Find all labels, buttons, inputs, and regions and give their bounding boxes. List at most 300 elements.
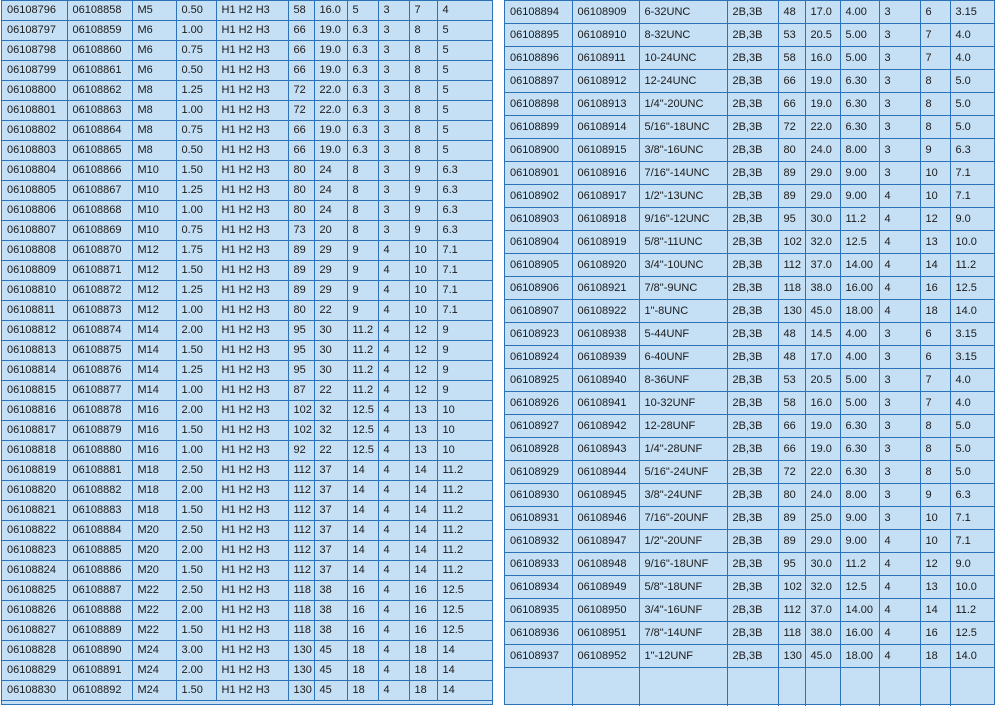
table-cell: 06108890 — [67, 641, 132, 661]
table-cell: 89 — [778, 162, 805, 185]
table-cell: H1 H2 H3 — [216, 481, 288, 501]
table-cell: 10-24UNC — [639, 47, 727, 70]
table-cell: 5.0 — [950, 70, 994, 93]
table-cell: 14 — [409, 501, 437, 521]
table-cell: 19.0 — [805, 70, 840, 93]
table-row — [2, 421, 492, 441]
table-cell: 32.0 — [805, 576, 840, 599]
table-cell: H1 H2 H3 — [216, 541, 288, 561]
table-cell: 3 — [378, 1, 409, 21]
table-cell: 10.0 — [950, 231, 994, 254]
table-cell: 8 — [409, 121, 437, 141]
table-cell: 14.00 — [840, 599, 879, 622]
table-cell: 8 — [920, 70, 950, 93]
table-cell: 11.2 — [840, 553, 879, 576]
table-cell: 06108804 — [2, 161, 67, 181]
table-row — [505, 461, 994, 484]
table-cell: 12.5 — [950, 277, 994, 300]
table-cell: 1.00 — [176, 301, 216, 321]
table-cell: 8 — [409, 21, 437, 41]
table-cell: 9.00 — [840, 185, 879, 208]
table-cell: M20 — [132, 561, 176, 581]
table-cell: 4 — [378, 321, 409, 341]
table-cell: 06108815 — [2, 381, 67, 401]
table-cell: 1.50 — [176, 501, 216, 521]
table-cell: 13 — [409, 421, 437, 441]
table-cell: 14.0 — [950, 645, 994, 668]
table-cell: M16 — [132, 421, 176, 441]
table-cell: M10 — [132, 181, 176, 201]
table-cell: 06108874 — [67, 321, 132, 341]
table-cell: 7 — [920, 24, 950, 47]
table-cell: 118 — [288, 581, 314, 601]
table-cell: 2B,3B — [727, 231, 778, 254]
table-cell: 7 — [920, 392, 950, 415]
table-cell: 3.15 — [950, 1, 994, 24]
table-row — [505, 231, 994, 254]
table-row — [2, 461, 492, 481]
table-cell: 22 — [314, 381, 347, 401]
table-cell: 58 — [288, 1, 314, 21]
table-row — [2, 61, 492, 81]
table-cell: 37 — [314, 481, 347, 501]
table-cell: M18 — [132, 461, 176, 481]
table-cell: 7.1 — [950, 185, 994, 208]
table-cell: H1 H2 H3 — [216, 161, 288, 181]
table-cell: M12 — [132, 301, 176, 321]
table-cell: 32 — [314, 401, 347, 421]
table-cell: 8 — [920, 438, 950, 461]
table-row — [2, 381, 492, 401]
empty-cell — [505, 668, 572, 706]
table-row — [505, 162, 994, 185]
table-cell: 4 — [378, 521, 409, 541]
table-cell: 118 — [288, 601, 314, 621]
table-cell: 3 — [879, 415, 920, 438]
table-cell: 5 — [437, 81, 492, 101]
table-cell: 29 — [314, 241, 347, 261]
table-cell: 2.00 — [176, 401, 216, 421]
table-row — [2, 41, 492, 61]
table-cell: 0.50 — [176, 141, 216, 161]
table-cell: 45.0 — [805, 645, 840, 668]
table-cell: 1.25 — [176, 81, 216, 101]
table-cell: 29.0 — [805, 185, 840, 208]
table-cell: 12.5 — [840, 231, 879, 254]
table-cell: 2B,3B — [727, 277, 778, 300]
table-cell: 12-28UNF — [639, 415, 727, 438]
table-cell: 06108858 — [67, 1, 132, 21]
table-cell: 9 — [409, 181, 437, 201]
table-cell: 3 — [879, 346, 920, 369]
table-cell: 38 — [314, 601, 347, 621]
table-cell: 2.00 — [176, 481, 216, 501]
table-cell: 06108906 — [505, 277, 572, 300]
table-row — [505, 346, 994, 369]
table-cell: 3/8"-16UNC — [639, 139, 727, 162]
table-cell: 16 — [409, 581, 437, 601]
table-cell: M20 — [132, 541, 176, 561]
table-cell: 9 — [920, 139, 950, 162]
table-row — [505, 116, 994, 139]
table-cell: 3 — [378, 141, 409, 161]
table-row — [2, 201, 492, 221]
table-cell: 80 — [288, 161, 314, 181]
table-row — [505, 645, 994, 668]
table-cell: 38.0 — [805, 622, 840, 645]
table-cell: 10 — [920, 507, 950, 530]
table-cell: 2.00 — [176, 601, 216, 621]
empty-cell — [639, 668, 727, 706]
table-cell: 12.5 — [347, 401, 378, 421]
table-cell: 4 — [378, 421, 409, 441]
table-cell: 7.1 — [950, 530, 994, 553]
table-cell: 24.0 — [805, 484, 840, 507]
table-cell: 8 — [347, 181, 378, 201]
table-cell: M5 — [132, 1, 176, 21]
table-cell: 6.3 — [950, 484, 994, 507]
table-cell: 06108948 — [572, 553, 639, 576]
table-cell: 102 — [778, 231, 805, 254]
table-row — [2, 361, 492, 381]
unified-thread-table-body — [505, 1, 994, 706]
table-cell: 06108827 — [2, 621, 67, 641]
table-cell: 48 — [778, 323, 805, 346]
table-cell: 16 — [347, 601, 378, 621]
table-cell: 06108878 — [67, 401, 132, 421]
empty-cell — [727, 668, 778, 706]
table-row — [505, 24, 994, 47]
table-cell: 72 — [778, 461, 805, 484]
table-cell: 7/16"-20UNF — [639, 507, 727, 530]
table-cell: 118 — [778, 277, 805, 300]
table-cell: 3 — [879, 47, 920, 70]
unified-thread-table — [505, 1, 994, 706]
table-cell: 18.00 — [840, 300, 879, 323]
table-cell: 4.0 — [950, 369, 994, 392]
table-cell: 11.2 — [347, 361, 378, 381]
table-cell: 3 — [879, 507, 920, 530]
table-cell: 12 — [409, 321, 437, 341]
table-cell: 11.2 — [950, 599, 994, 622]
table-cell: 06108867 — [67, 181, 132, 201]
table-cell: 14 — [347, 521, 378, 541]
table-cell: 38 — [314, 581, 347, 601]
table-cell: 3 — [879, 461, 920, 484]
table-cell: 06108818 — [2, 441, 67, 461]
table-cell: M24 — [132, 681, 176, 701]
table-cell: 14 — [347, 561, 378, 581]
table-cell: 112 — [288, 521, 314, 541]
table-cell: 6.3 — [347, 141, 378, 161]
table-cell: 9.0 — [950, 553, 994, 576]
table-cell: 10 — [437, 401, 492, 421]
table-cell: 10 — [409, 301, 437, 321]
table-cell: 2B,3B — [727, 185, 778, 208]
table-cell: M18 — [132, 481, 176, 501]
table-cell: 19.0 — [314, 121, 347, 141]
table-cell: 37 — [314, 541, 347, 561]
table-cell: 89 — [288, 241, 314, 261]
table-cell: 06108887 — [67, 581, 132, 601]
table-cell: M22 — [132, 581, 176, 601]
table-cell: 24 — [314, 201, 347, 221]
table-cell: 24 — [314, 161, 347, 181]
table-cell: 06108800 — [2, 81, 67, 101]
table-cell: 22 — [314, 441, 347, 461]
table-cell: 12.5 — [437, 581, 492, 601]
table-cell: 73 — [288, 221, 314, 241]
table-cell: 06108917 — [572, 185, 639, 208]
table-cell: 9 — [347, 241, 378, 261]
table-cell: 4 — [378, 341, 409, 361]
table-cell: 3 — [879, 24, 920, 47]
table-cell: 9.00 — [840, 162, 879, 185]
table-cell: 5.0 — [950, 415, 994, 438]
table-cell: 06108881 — [67, 461, 132, 481]
table-row — [2, 121, 492, 141]
table-cell: 4 — [378, 281, 409, 301]
table-cell: 9 — [347, 301, 378, 321]
table-cell: H1 H2 H3 — [216, 101, 288, 121]
table-cell: 06108936 — [505, 622, 572, 645]
table-cell: 80 — [288, 201, 314, 221]
table-cell: H1 H2 H3 — [216, 381, 288, 401]
table-cell: 92 — [288, 441, 314, 461]
table-row — [505, 622, 994, 645]
table-cell: 4 — [378, 441, 409, 461]
table-cell: 37.0 — [805, 599, 840, 622]
table-cell: 10 — [409, 241, 437, 261]
table-cell: 14 — [347, 461, 378, 481]
table-cell: 112 — [288, 461, 314, 481]
table-cell: 95 — [288, 341, 314, 361]
table-cell: 4 — [879, 231, 920, 254]
table-cell: 3.15 — [950, 323, 994, 346]
table-cell: 06108941 — [572, 392, 639, 415]
table-row — [2, 541, 492, 561]
table-cell: 0.75 — [176, 41, 216, 61]
table-cell: H1 H2 H3 — [216, 561, 288, 581]
table-cell: 06108861 — [67, 61, 132, 81]
table-row — [2, 181, 492, 201]
table-cell: 38.0 — [805, 277, 840, 300]
table-cell: 9 — [347, 261, 378, 281]
table-cell: 8 — [347, 201, 378, 221]
table-row — [505, 300, 994, 323]
table-row — [505, 185, 994, 208]
table-cell: 66 — [288, 21, 314, 41]
table-row — [505, 553, 994, 576]
table-cell: 06108817 — [2, 421, 67, 441]
table-cell: 2B,3B — [727, 162, 778, 185]
table-cell: 1.00 — [176, 21, 216, 41]
table-cell: 5/16"-24UNF — [639, 461, 727, 484]
table-cell: 4 — [879, 300, 920, 323]
table-cell: 14 — [409, 521, 437, 541]
table-cell: 58 — [778, 392, 805, 415]
table-cell: 12.5 — [347, 421, 378, 441]
table-cell: 06108813 — [2, 341, 67, 361]
table-cell: 6.30 — [840, 93, 879, 116]
table-row — [505, 70, 994, 93]
empty-cell — [920, 668, 950, 706]
table-cell: 2B,3B — [727, 484, 778, 507]
table-cell: 06108891 — [67, 661, 132, 681]
table-cell: M12 — [132, 241, 176, 261]
table-cell: 4 — [879, 622, 920, 645]
table-cell: 7.1 — [437, 241, 492, 261]
table-cell: 14 — [437, 681, 492, 701]
table-cell: 20 — [314, 221, 347, 241]
table-cell: 6.30 — [840, 415, 879, 438]
table-cell: 6.3 — [437, 181, 492, 201]
table-row — [2, 581, 492, 601]
table-cell: 06108907 — [505, 300, 572, 323]
table-cell: 14 — [920, 599, 950, 622]
table-cell: 11.2 — [437, 461, 492, 481]
table-cell: 1.25 — [176, 361, 216, 381]
table-cell: 14 — [920, 254, 950, 277]
table-cell: 8 — [347, 161, 378, 181]
table-cell: 06108942 — [572, 415, 639, 438]
empty-cell — [840, 668, 879, 706]
table-cell: 2B,3B — [727, 346, 778, 369]
table-cell: 9 — [437, 361, 492, 381]
table-cell: 06108946 — [572, 507, 639, 530]
table-cell: 6 — [920, 1, 950, 24]
table-cell: 06108938 — [572, 323, 639, 346]
table-cell: 13 — [409, 441, 437, 461]
table-cell: 06108805 — [2, 181, 67, 201]
table-cell: 12.5 — [437, 601, 492, 621]
table-cell: 12 — [920, 208, 950, 231]
table-cell: 5.00 — [840, 392, 879, 415]
table-cell: 9 — [409, 161, 437, 181]
table-cell: 06108937 — [505, 645, 572, 668]
table-cell: 12.5 — [347, 441, 378, 461]
table-cell: 06108903 — [505, 208, 572, 231]
table-cell: 16 — [347, 581, 378, 601]
table-cell: 06108895 — [505, 24, 572, 47]
table-cell: 4 — [378, 581, 409, 601]
table-cell: 06108924 — [505, 346, 572, 369]
table-cell: 18 — [347, 681, 378, 701]
table-cell: 06108829 — [2, 661, 67, 681]
table-cell: 19.0 — [314, 21, 347, 41]
table-cell: 06108860 — [67, 41, 132, 61]
table-cell: 18 — [409, 641, 437, 661]
table-cell: 8-32UNC — [639, 24, 727, 47]
table-cell: 3.15 — [950, 346, 994, 369]
table-cell: 06108866 — [67, 161, 132, 181]
table-row — [2, 141, 492, 161]
table-cell: M10 — [132, 201, 176, 221]
table-cell: 14 — [409, 461, 437, 481]
table-cell: 2.00 — [176, 541, 216, 561]
table-row — [2, 481, 492, 501]
table-cell: 4.0 — [950, 392, 994, 415]
table-cell: 3 — [378, 81, 409, 101]
table-cell: 06108801 — [2, 101, 67, 121]
table-cell: H1 H2 H3 — [216, 261, 288, 281]
table-cell: 10 — [409, 281, 437, 301]
table-cell: 89 — [288, 261, 314, 281]
table-cell: 18 — [347, 661, 378, 681]
table-cell: 06108806 — [2, 201, 67, 221]
table-cell: 5 — [437, 61, 492, 81]
table-cell: H1 H2 H3 — [216, 621, 288, 641]
table-cell: 06108824 — [2, 561, 67, 581]
table-cell: 06108798 — [2, 41, 67, 61]
table-cell: 06108900 — [505, 139, 572, 162]
table-cell: 95 — [778, 553, 805, 576]
table-row — [2, 501, 492, 521]
table-cell: M22 — [132, 621, 176, 641]
table-cell: H1 H2 H3 — [216, 361, 288, 381]
table-cell: 8 — [920, 461, 950, 484]
table-cell: 30.0 — [805, 553, 840, 576]
table-cell: M24 — [132, 641, 176, 661]
table-cell: 10.0 — [950, 576, 994, 599]
table-cell: 2B,3B — [727, 599, 778, 622]
table-cell: 72 — [288, 81, 314, 101]
table-cell: 4 — [378, 241, 409, 261]
table-cell: 06108823 — [2, 541, 67, 561]
table-cell: 14 — [409, 561, 437, 581]
table-cell: 06108799 — [2, 61, 67, 81]
table-cell: 12 — [409, 381, 437, 401]
table-cell: 7 — [409, 1, 437, 21]
table-cell: 29.0 — [805, 530, 840, 553]
empty-cell — [572, 668, 639, 706]
table-cell: M22 — [132, 601, 176, 621]
table-cell: 4 — [879, 645, 920, 668]
table-cell: 16.0 — [314, 1, 347, 21]
table-cell: 06108808 — [2, 241, 67, 261]
table-cell: 95 — [288, 361, 314, 381]
table-cell: 06108809 — [2, 261, 67, 281]
table-cell: 16 — [409, 621, 437, 641]
table-cell: 4 — [879, 576, 920, 599]
table-cell: 66 — [778, 438, 805, 461]
table-cell: 6.3 — [347, 21, 378, 41]
table-cell: 4 — [378, 601, 409, 621]
table-cell: 5.0 — [950, 93, 994, 116]
table-cell: 06108914 — [572, 116, 639, 139]
table-cell: 22.0 — [314, 81, 347, 101]
table-row — [505, 323, 994, 346]
table-cell: 06108921 — [572, 277, 639, 300]
table-cell: 5.0 — [950, 438, 994, 461]
table-cell: 06108912 — [572, 70, 639, 93]
table-cell: 11.2 — [437, 561, 492, 581]
table-cell: 4 — [378, 401, 409, 421]
table-cell: H1 H2 H3 — [216, 41, 288, 61]
table-cell: 3 — [378, 61, 409, 81]
table-cell: 06108814 — [2, 361, 67, 381]
table-cell: 1.25 — [176, 281, 216, 301]
table-cell: 4 — [879, 208, 920, 231]
table-row — [2, 261, 492, 281]
table-row — [2, 621, 492, 641]
table-cell: M12 — [132, 281, 176, 301]
table-cell: 06108897 — [505, 70, 572, 93]
table-cell: 5 — [437, 121, 492, 141]
table-cell: 5.00 — [840, 369, 879, 392]
table-cell: 06108926 — [505, 392, 572, 415]
table-cell: 22.0 — [314, 101, 347, 121]
